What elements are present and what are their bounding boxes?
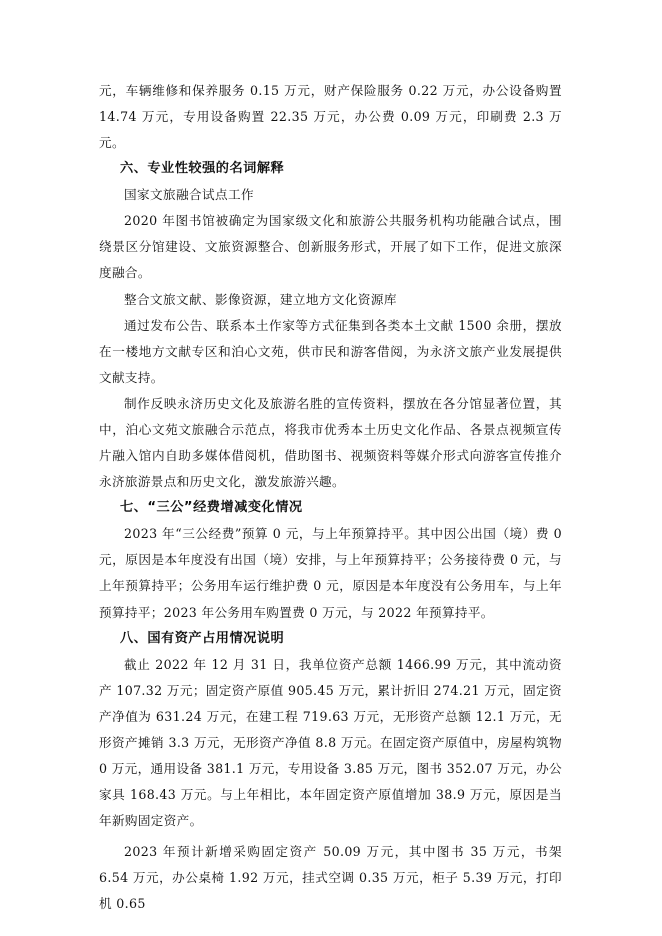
paragraph-new-procurement: 2023 年预计新增采购固定资产 50.09 万元，其中图书 35 万元，书架 6.54 万元，办公桌椅 1.92 万元，挂式空调 0.35 万元，柜子 5.39 万元，打印机 0.65 <box>99 844 562 912</box>
paragraph-promotion-materials: 制作反映永济历史文化及旅游名胜的宣传资料，摆放在各分馆显著位置，其中，泊心文苑文旅融合示范点，将我市优秀本土历史文化作品、各景点视频宣传片融入馆内自助多媒体借阅机，借助图书、视频资料等媒介形式向游客宣传推介永济旅游景点和历史文化，激发旅游兴趣。 <box>99 395 562 490</box>
paragraph-three-public-budget: 2023 年“三公经费”预算 0 元，与上年预算持平。其中因公出国（境）费 0 元，原因是本年度没有出国（境）安排，与上年预算持平；公务接待费 0 元，与上年预算持平；公务用车运行维护费 0 元，原因是本年度没有公务用车，与上年预算持平；2023 年公务用车购置费 0 万元，与 2022 年预算持平。 <box>99 526 562 620</box>
paragraph-asset-status: 截止 2022 年 12 月 31 日，我单位资产总额 1466.99 万元，其中流动资产 107.32 万元；固定资产原值 905.45 万元，累计折旧 274.21 万元，固定资产净值为 631.24 万元，在建工程 719.63 万元，无形资产总额 12.1 万元，无形资产摊销 3.3 万元，无形资产净值 8.8 万元。在固定资产原值中，房屋构筑物 0 万元，通用设备 381.1 万元，专用设备 3.85 万元，图书 352.07 万元，办公家具 168.43 万元。与上年相比，本年固定资产原值增加 38.9 万元，原因是当年新购固定资产。 <box>99 656 562 829</box>
paragraph-expense-continued: 元，车辆维修和保养服务 0.15 万元，财产保险服务 0.22 万元，办公设备购置 14.74 万元，专用设备购置 22.35 万元，办公费 0.09 万元，印刷费 2.3 万元。 <box>99 83 562 151</box>
subheading-pilot-work: 国家文旅融合试点工作 <box>124 187 254 203</box>
paragraph-local-literature: 通过发布公告、联系本土作家等方式征集到各类本土文献 1500 余册，摆放在一楼地方文献专区和泊心文苑，供市民和游客借阅，为永济文旅产业发展提供文献支持。 <box>99 317 562 385</box>
section-heading-terms: 六、专业性较强的名词解释 <box>120 161 285 177</box>
subheading-resource-library: 整合文旅文献、影像资源，建立地方文化资源库 <box>124 291 397 307</box>
section-heading-three-public: 七、“三公”经费增减变化情况 <box>120 500 303 516</box>
document-body <box>99 78 562 918</box>
section-heading-state-assets: 八、国有资产占用情况说明 <box>120 630 285 646</box>
paragraph-pilot-intro: 2020 年图书馆被确定为国家级文化和旅游公共服务机构功能融合试点，围绕景区分馆建设、文旅资源整合、创新服务形式，开展了如下工作，促进文旅深度融合。 <box>99 213 562 281</box>
